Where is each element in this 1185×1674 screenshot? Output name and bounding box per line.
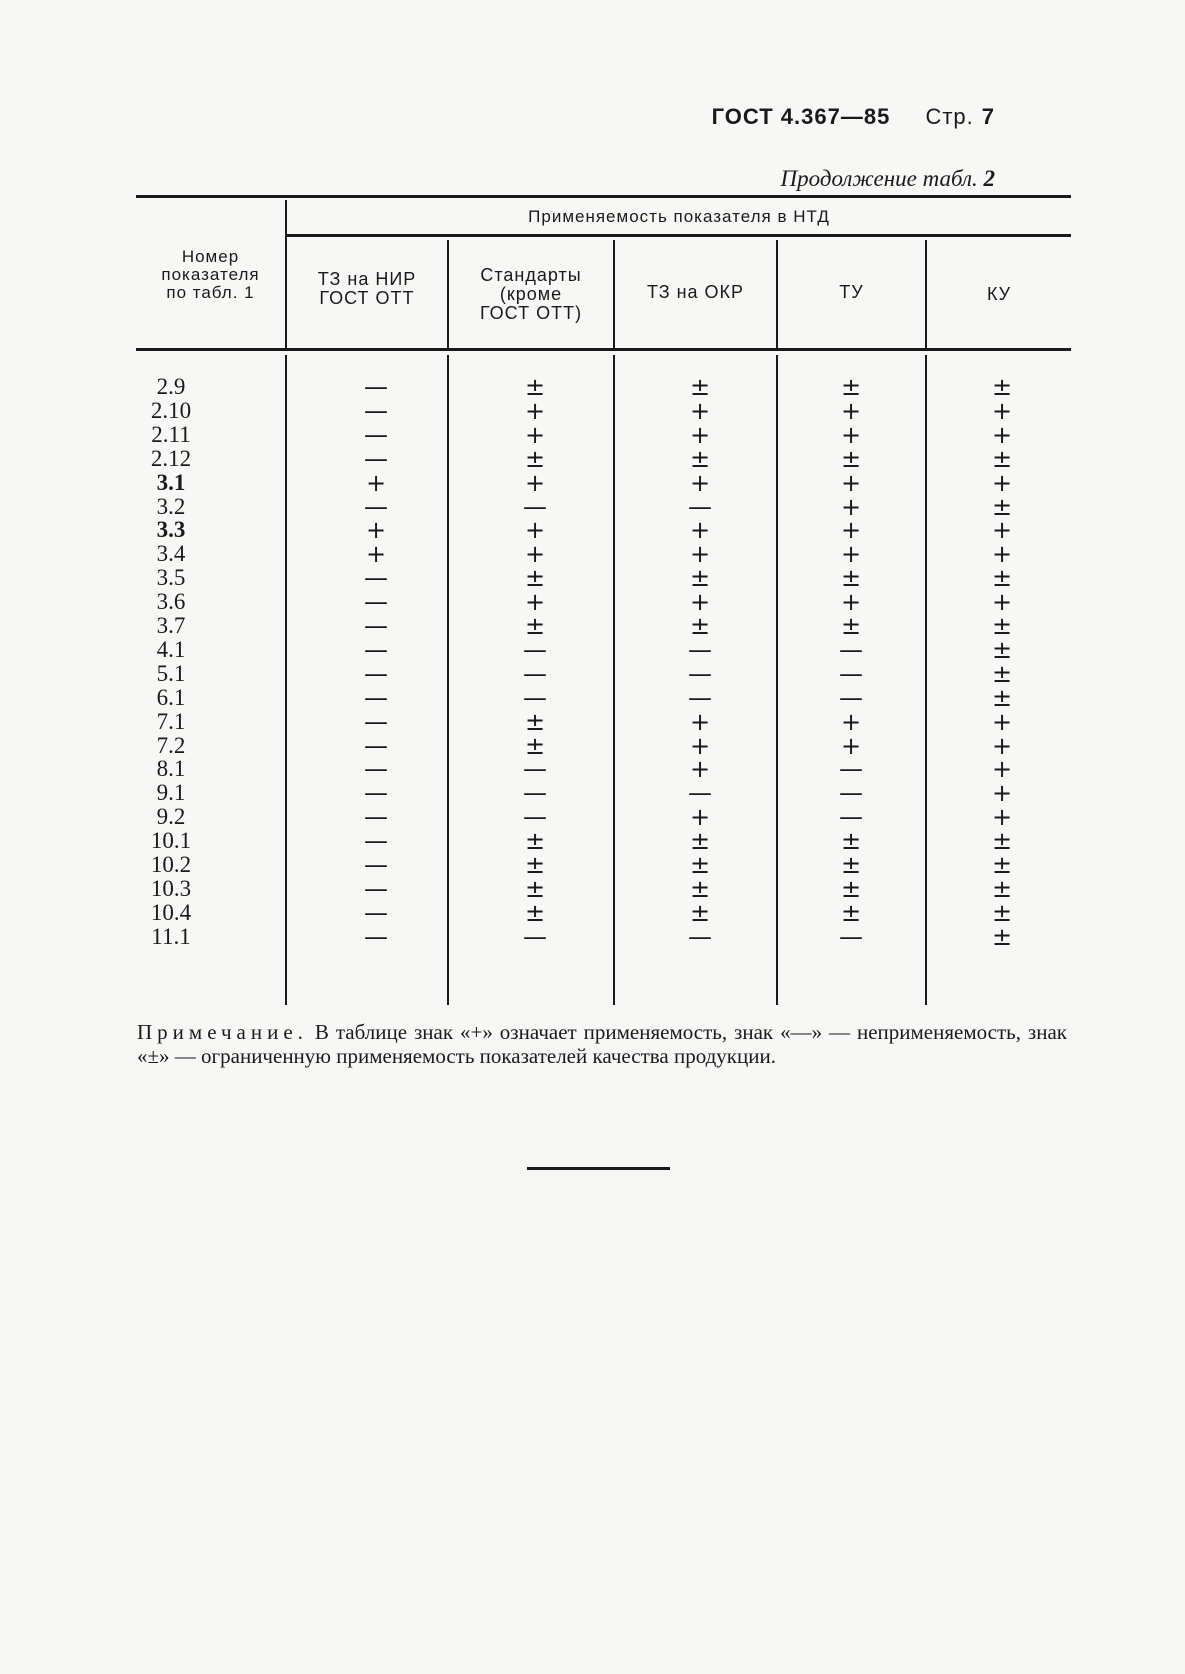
applicability-mark: +	[689, 708, 711, 736]
applicability-mark: —	[523, 803, 547, 831]
row-number: 9.1	[156, 780, 186, 805]
applicability-mark: —	[523, 755, 547, 783]
column-header-line: ТУ	[839, 282, 864, 302]
applicability-mark: ±	[840, 445, 862, 473]
applicability-mark: ±	[991, 851, 1013, 879]
applicability-mark: ±	[524, 612, 546, 640]
applicability-mark: ±	[524, 851, 546, 879]
applicability-mark: +	[991, 421, 1013, 449]
applicability-mark: —	[523, 660, 547, 688]
table-note	[137, 1020, 1067, 1068]
applicability-mark: +	[840, 588, 862, 616]
row-number: 2.12	[150, 446, 192, 471]
applicability-mark: ±	[524, 875, 546, 903]
applicability-mark: ±	[991, 493, 1013, 521]
applicability-mark: —	[364, 588, 388, 616]
row-number: 7.1	[156, 709, 186, 734]
row-number: 10.4	[150, 900, 192, 925]
row-header-line: показателя	[161, 265, 260, 284]
applicability-mark: —	[839, 660, 863, 688]
applicability-mark: ±	[689, 445, 711, 473]
row-number: 6.1	[156, 685, 186, 710]
applicability-mark: —	[364, 421, 388, 449]
applicability-mark: +	[991, 540, 1013, 568]
applicability-mark: +	[991, 755, 1013, 783]
applicability-mark: +	[524, 421, 546, 449]
applicability-mark: —	[364, 755, 388, 783]
applicability-mark: +	[991, 708, 1013, 736]
row-header-line: по табл. 1	[166, 283, 255, 302]
column-divider	[613, 355, 615, 1005]
applicability-mark: —	[688, 660, 712, 688]
group-header: Применяемость показателя в НТД	[528, 207, 830, 226]
applicability-mark: +	[524, 540, 546, 568]
applicability-mark: ±	[524, 445, 546, 473]
applicability-mark: —	[523, 779, 547, 807]
applicability-mark: +	[991, 588, 1013, 616]
applicability-mark: ±	[991, 564, 1013, 592]
row-number: 2.10	[150, 398, 192, 423]
row-number: 3.2	[156, 494, 186, 519]
note-label: Примечание.	[137, 1020, 308, 1044]
applicability-mark: +	[840, 421, 862, 449]
applicability-mark: +	[840, 732, 862, 760]
applicability-mark: —	[839, 684, 863, 712]
applicability-mark: —	[364, 899, 388, 927]
applicability-mark: ±	[991, 660, 1013, 688]
column-header-line: ТЗ на НИР	[317, 269, 417, 289]
applicability-mark: ±	[991, 899, 1013, 927]
applicability-mark: +	[840, 708, 862, 736]
row-number: 11.1	[151, 924, 191, 949]
applicability-mark: +	[689, 732, 711, 760]
applicability-mark: —	[364, 803, 388, 831]
applicability-mark: —	[364, 875, 388, 903]
applicability-mark: ±	[991, 445, 1013, 473]
page-header	[712, 104, 995, 130]
applicability-mark: —	[364, 732, 388, 760]
applicability-mark: ±	[991, 373, 1013, 401]
row-number: 3.7	[156, 613, 186, 638]
row-number: 7.2	[156, 733, 186, 758]
applicability-mark: —	[364, 636, 388, 664]
row-header-line: Номер	[181, 247, 240, 266]
applicability-mark: ±	[840, 851, 862, 879]
column-header-line: ТЗ на ОКР	[646, 282, 745, 302]
applicability-mark: ±	[524, 827, 546, 855]
applicability-mark: —	[364, 564, 388, 592]
note-text: В таблице знак «+» означает применяемость, знак «—» — неприменяемость, знак «±» — ограниченную применяемость показателей качества продукции.	[137, 1020, 1067, 1068]
applicability-mark: —	[364, 779, 388, 807]
applicability-mark: ±	[524, 564, 546, 592]
applicability-mark: ±	[991, 684, 1013, 712]
applicability-mark: +	[524, 588, 546, 616]
applicability-mark: +	[689, 540, 711, 568]
column-header-line: ГОСТ ОТТ	[319, 288, 415, 308]
column-divider	[776, 355, 778, 1005]
applicability-mark: +	[991, 732, 1013, 760]
column-divider	[285, 355, 287, 1005]
table-continuation-label: Продолжение табл. 2	[780, 166, 995, 191]
row-number: 10.2	[150, 852, 192, 877]
applicability-mark: —	[839, 803, 863, 831]
applicability-mark: ±	[840, 612, 862, 640]
applicability-mark: —	[523, 923, 547, 951]
applicability-mark: —	[523, 636, 547, 664]
row-number: 9.2	[156, 804, 186, 829]
applicability-mark: —	[839, 779, 863, 807]
applicability-mark: ±	[689, 373, 711, 401]
row-number: 3.5	[156, 565, 186, 590]
applicability-mark: +	[524, 469, 546, 497]
applicability-mark: —	[364, 397, 388, 425]
row-number: 3.4	[156, 541, 186, 566]
applicability-mark: ±	[991, 827, 1013, 855]
applicability-mark: —	[688, 493, 712, 521]
applicability-mark: —	[364, 708, 388, 736]
applicability-mark: —	[688, 684, 712, 712]
applicability-mark: ±	[991, 612, 1013, 640]
applicability-mark: ±	[991, 875, 1013, 903]
applicability-mark: +	[689, 469, 711, 497]
applicability-mark: +	[365, 540, 387, 568]
row-number: 10.1	[150, 828, 192, 853]
applicability-mark: —	[364, 445, 388, 473]
column-header	[615, 283, 776, 302]
row-number: 4.1	[156, 637, 186, 662]
applicability-mark: —	[523, 493, 547, 521]
applicability-mark: +	[689, 803, 711, 831]
applicability-mark: +	[365, 469, 387, 497]
group-header-rule	[287, 234, 1071, 237]
applicability-mark: —	[688, 779, 712, 807]
applicability-mark: ±	[840, 564, 862, 592]
column-header-line: (кроме	[499, 284, 563, 304]
applicability-mark: +	[991, 397, 1013, 425]
applicability-mark: ±	[840, 875, 862, 903]
applicability-mark: +	[840, 397, 862, 425]
applicability-mark: —	[688, 636, 712, 664]
applicability-mark: +	[840, 516, 862, 544]
column-header	[287, 270, 447, 308]
applicability-mark: ±	[524, 708, 546, 736]
applicability-mark: +	[840, 540, 862, 568]
applicability-mark: ±	[689, 875, 711, 903]
applicability-mark: +	[840, 469, 862, 497]
applicability-mark: —	[364, 827, 388, 855]
document-code: ГОСТ 4.367—85	[711, 104, 891, 129]
applicability-mark: —	[839, 923, 863, 951]
row-number: 3.1	[156, 470, 186, 495]
applicability-mark: +	[524, 397, 546, 425]
page-number: Стр. 7	[925, 104, 995, 129]
row-number: 2.9	[156, 374, 186, 399]
applicability-mark: ±	[524, 732, 546, 760]
applicability-mark: ±	[991, 636, 1013, 664]
applicability-mark: —	[364, 684, 388, 712]
applicability-mark: +	[991, 516, 1013, 544]
row-number: 3.3	[156, 517, 186, 542]
row-number: 10.3	[150, 876, 192, 901]
column-divider	[925, 355, 927, 1005]
applicability-mark: ±	[840, 899, 862, 927]
end-rule	[527, 1167, 670, 1170]
column-header	[927, 285, 1071, 304]
applicability-mark: +	[991, 469, 1013, 497]
applicability-mark: +	[689, 516, 711, 544]
applicability-mark: —	[364, 612, 388, 640]
applicability-mark: ±	[524, 373, 546, 401]
row-number-header	[136, 248, 285, 302]
applicability-mark: ±	[840, 373, 862, 401]
applicability-mark: ±	[689, 827, 711, 855]
applicability-mark: —	[523, 684, 547, 712]
applicability-mark: +	[365, 516, 387, 544]
column-divider	[447, 355, 449, 1005]
applicability-mark: ±	[689, 851, 711, 879]
applicability-mark: ±	[991, 923, 1013, 951]
applicability-mark: +	[840, 493, 862, 521]
column-header-line: ГОСТ ОТТ)	[479, 303, 583, 323]
applicability-mark: —	[364, 923, 388, 951]
applicability-mark: ±	[689, 564, 711, 592]
applicability-mark: +	[991, 779, 1013, 807]
row-number: 5.1	[156, 661, 186, 686]
applicability-mark: —	[364, 660, 388, 688]
applicability-mark: +	[991, 803, 1013, 831]
applicability-mark: +	[689, 588, 711, 616]
applicability-mark: +	[689, 397, 711, 425]
row-number: 3.6	[156, 589, 186, 614]
column-header-line: Стандарты	[480, 265, 582, 285]
applicability-mark: —	[839, 755, 863, 783]
table-top-rule	[136, 195, 1071, 198]
column-header-line: КУ	[986, 284, 1012, 304]
applicability-mark: +	[689, 421, 711, 449]
applicability-mark: —	[364, 493, 388, 521]
applicability-mark: ±	[689, 899, 711, 927]
applicability-mark: ±	[524, 899, 546, 927]
column-header	[449, 266, 613, 323]
header-bottom-rule	[136, 348, 1071, 351]
applicability-mark: —	[839, 636, 863, 664]
row-number: 2.11	[151, 422, 191, 447]
row-number: 8.1	[156, 756, 186, 781]
applicability-mark: ±	[689, 612, 711, 640]
applicability-mark: +	[689, 755, 711, 783]
applicability-mark: —	[364, 373, 388, 401]
applicability-mark: —	[688, 923, 712, 951]
applicability-mark: ±	[840, 827, 862, 855]
applicability-mark: +	[524, 516, 546, 544]
column-header	[778, 283, 925, 302]
applicability-mark: —	[364, 851, 388, 879]
